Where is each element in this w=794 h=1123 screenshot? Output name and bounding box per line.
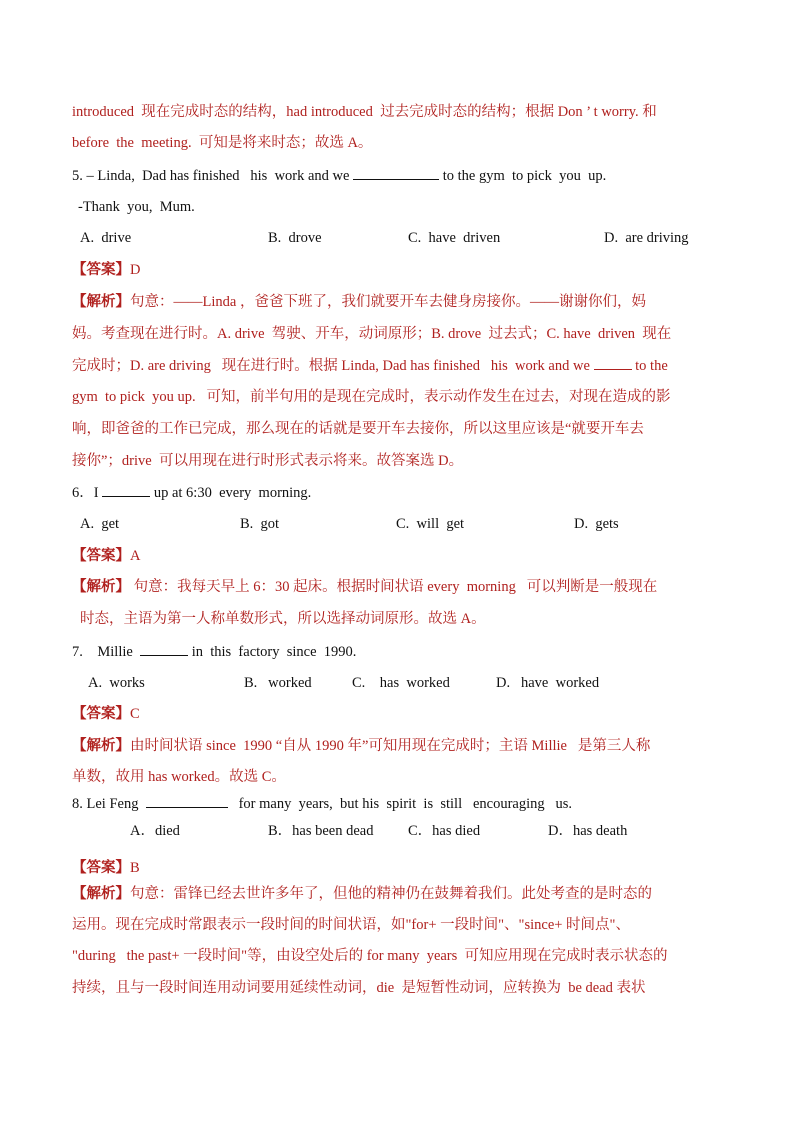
- q6-option-a: A. get: [80, 516, 120, 532]
- q5-option-b: B. drove: [268, 230, 322, 246]
- prev-explanation-line-1: introduced 现在完成时态的结构，had introduced 过去完成时态的结构；根据 Don ’ t worry. 和: [72, 104, 657, 120]
- question-7-stem-part2: in this factory since 1990.: [188, 644, 357, 660]
- question-7-stem: [72, 641, 356, 662]
- q5-explanation-1: [72, 292, 646, 312]
- prev-explanation-line-2: before the meeting. 可知是将来时态；故选 A。: [72, 135, 373, 151]
- question-6-stem-part1: 6．I: [72, 485, 103, 501]
- explanation-tag: 【解析】: [72, 579, 130, 595]
- question-6-stem-part2: up at 6:30 every morning.: [150, 485, 312, 501]
- q7-answer: [72, 704, 140, 724]
- q8-option-a: A．died: [130, 823, 180, 839]
- answer-value: B: [130, 860, 140, 876]
- answer-tag: 【答案】: [72, 262, 130, 278]
- question-7-stem-part1: 7. Millie: [72, 644, 141, 660]
- q5-option-a: A. drive: [80, 230, 132, 246]
- q6-explanation-1: [72, 577, 657, 597]
- q7-option-b: B. worked: [244, 675, 312, 691]
- explanation-text: 句意：雷锋已经去世许多年了，但他的精神仍在鼓舞着我们。此处考查的是时态的: [130, 886, 652, 902]
- answer-blank: [102, 482, 150, 497]
- explanation-tag: 【解析】: [72, 886, 130, 902]
- q6-answer: [72, 546, 140, 566]
- q7-option-d: D. have worked: [496, 675, 600, 691]
- answer-tag: 【答案】: [72, 860, 130, 876]
- q6-option-d: D. gets: [574, 516, 619, 532]
- explanation-tag: 【解析】: [72, 294, 130, 310]
- q6-option-c: C. will get: [396, 516, 465, 532]
- q5-answer: [72, 260, 140, 280]
- q5-explanation-2: 妈。考查现在进行时。A. drive 驾驶、开车，动词原形；B. drove 过去式；C. have driven 现在: [72, 326, 672, 342]
- answer-value: A: [130, 548, 141, 564]
- question-8-stem: [72, 793, 572, 814]
- q8-option-d: D．has death: [548, 823, 628, 839]
- answer-blank: [353, 165, 439, 180]
- q5-explanation-4: gym to pick you up. 可知，前半句用的是现在完成时，表示动作发生在过去，对现在造成的影: [72, 389, 671, 405]
- q8-explanation-3: "during the past+ 一段时间"等，由设空处后的 for many years 可知应用现在完成时表示状态的: [72, 948, 668, 964]
- answer-tag: 【答案】: [72, 548, 130, 564]
- explanation-tag: 【解析】: [72, 738, 130, 754]
- answer-tag: 【答案】: [72, 706, 130, 722]
- explanation-text: 句意：我每天早上 6：30 起床。根据时间状语 every morning 可以判断是一般现在: [130, 579, 658, 595]
- q7-explanation-2: 单数，故用 has worked。故选 C。: [72, 769, 286, 785]
- question-5-reply: -Thank you, Mum.: [78, 199, 195, 215]
- answer-blank: [140, 641, 188, 656]
- answer-blank: [146, 793, 228, 808]
- answer-value: D: [130, 262, 141, 278]
- q6-explanation-2: 时态，主语为第一人称单数形式，所以选择动词原形。故选 A。: [80, 611, 486, 627]
- explanation-text: 句意：——Linda ，爸爸下班了，我们就要开车去健身房接你。——谢谢你们，妈: [130, 294, 646, 310]
- q8-option-b: B．has been dead: [268, 823, 374, 839]
- q8-answer: [72, 858, 140, 878]
- q8-explanation-4: 持续，且与一段时间连用动词要用延续性动词，die 是短暂性动词，应转换为 be dead 表状: [72, 980, 646, 996]
- answer-value: C: [130, 706, 140, 722]
- q5-option-d: D. are driving: [604, 230, 689, 246]
- q8-option-c: C．has died: [408, 823, 481, 839]
- q5-explanation-6: 接你”；drive 可以用现在进行时形式表示将来。故答案选 D。: [72, 453, 464, 469]
- question-5-stem-part1: 5. – Linda, Dad has finished his work and we: [72, 168, 354, 184]
- explanation-text: 由时间状语 since 1990 “自从 1990 年”可知用现在完成时；主语 Millie 是第三人称: [130, 738, 651, 754]
- question-5-stem: [72, 165, 606, 186]
- question-6-stem: [72, 482, 311, 503]
- question-5-stem-part2: to the gym to pick you up.: [439, 168, 607, 184]
- q7-option-a: A. works: [88, 675, 145, 691]
- q7-option-c: C. has worked: [352, 675, 450, 691]
- q8-explanation-2: 运用。现在完成时常跟表示一段时间的时间状语，如"for+ 一段时间"、"since+ 时间点"、: [72, 917, 630, 933]
- question-8-stem-part2: for many years, but his spirit is still encouraging us.: [227, 796, 573, 812]
- q5-option-c: C. have driven: [408, 230, 501, 246]
- question-8-stem-part1: 8. Lei Feng: [72, 796, 146, 812]
- q5-explanation-3: [72, 355, 668, 376]
- explanation-text: 完成时；D. are driving 现在进行时。根据 Linda, Dad has finished his work and we: [72, 358, 594, 374]
- q8-explanation-1: [72, 884, 652, 904]
- answer-blank: [594, 355, 632, 370]
- q6-option-b: B. got: [240, 516, 280, 532]
- q7-explanation-1: [72, 736, 650, 756]
- explanation-text: to the: [631, 358, 668, 374]
- q5-explanation-5: 响，即爸爸的工作已完成，那么现在的话就是要开车去接你，所以这里应该是“就要开车去: [72, 421, 644, 437]
